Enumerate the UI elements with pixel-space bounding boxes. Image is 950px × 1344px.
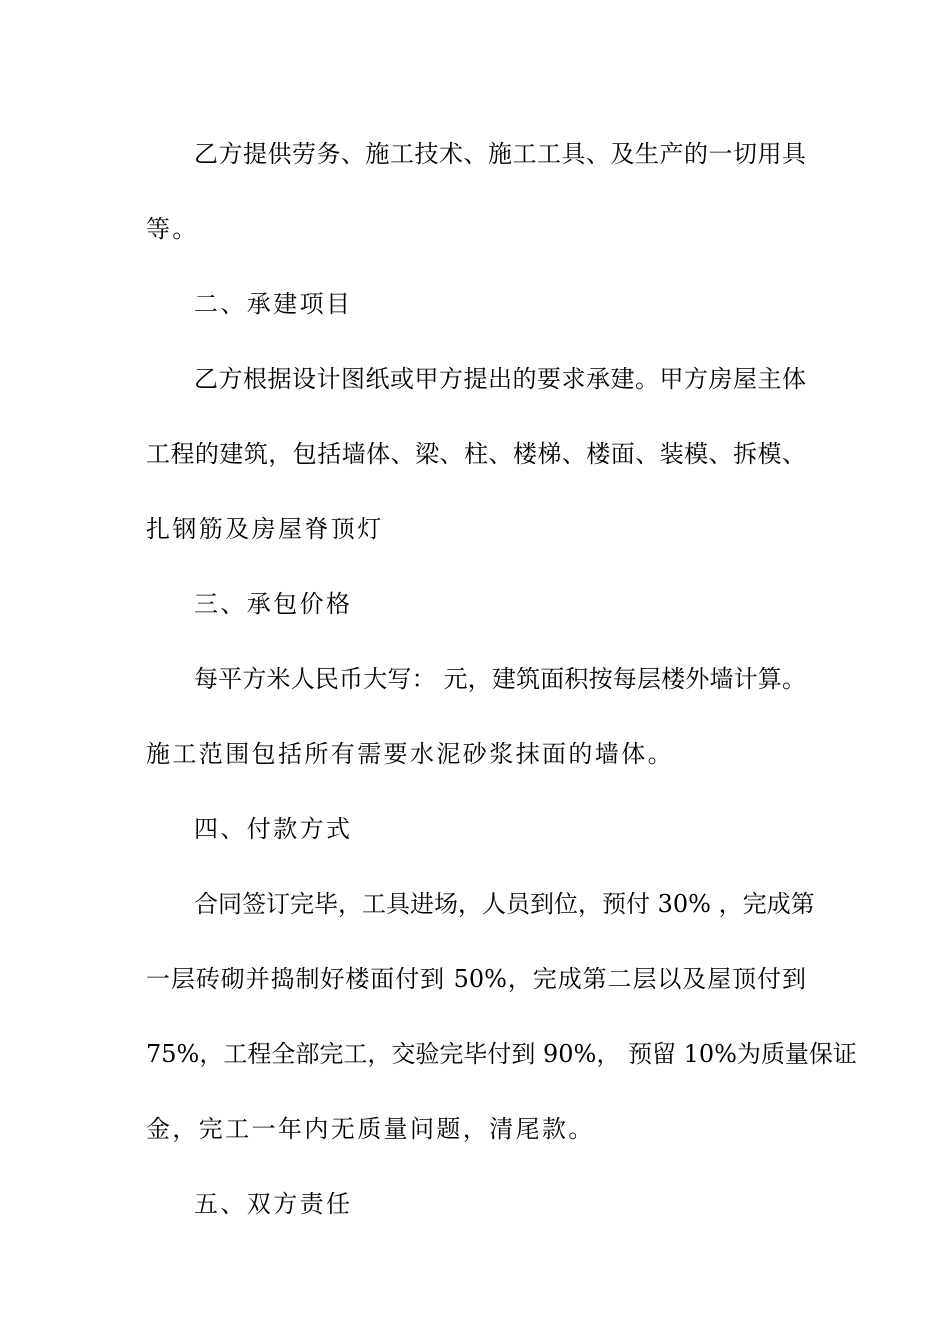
paragraph-line: 乙方提供劳务、施工技术、施工工具、及生产的一切用具 [194,140,806,168]
paragraph-line: 乙方根据设计图纸或甲方提出的要求承建。甲方房屋主体 [194,365,806,393]
paragraph-line: 施工范围包括所有需要水泥砂浆抹面的墙体。 [146,740,674,768]
paragraph-line: 工程的建筑，包括墙体、梁、柱、楼梯、楼面、装模、拆模、 [146,440,806,468]
section-heading: 二、承建项目 [194,290,353,318]
paragraph-line: 每平方米人民币大写： 元，建筑面积按每层楼外墙计算。 [194,665,806,693]
paragraph-line: 金，完工一年内无质量问题，清尾款。 [146,1115,595,1143]
paragraph-line: 等。 [146,215,199,243]
paragraph-line: 一层砖砌并捣制好楼面付到 50%，完成第二层以及屋顶付到 [146,965,806,993]
section-heading: 三、承包价格 [194,590,353,618]
paragraph-line: 合同签订完毕，工具进场，人员到位，预付 30% ，完成第 [194,890,815,918]
section-heading: 五、双方责任 [194,1190,353,1218]
section-heading: 四、付款方式 [194,815,353,843]
paragraph-line: 75%，工程全部完工，交验完毕付到 90%， 预留 10%为质量保证 [146,1040,857,1068]
paragraph-line: 扎钢筋及房屋脊顶灯 [146,515,384,543]
